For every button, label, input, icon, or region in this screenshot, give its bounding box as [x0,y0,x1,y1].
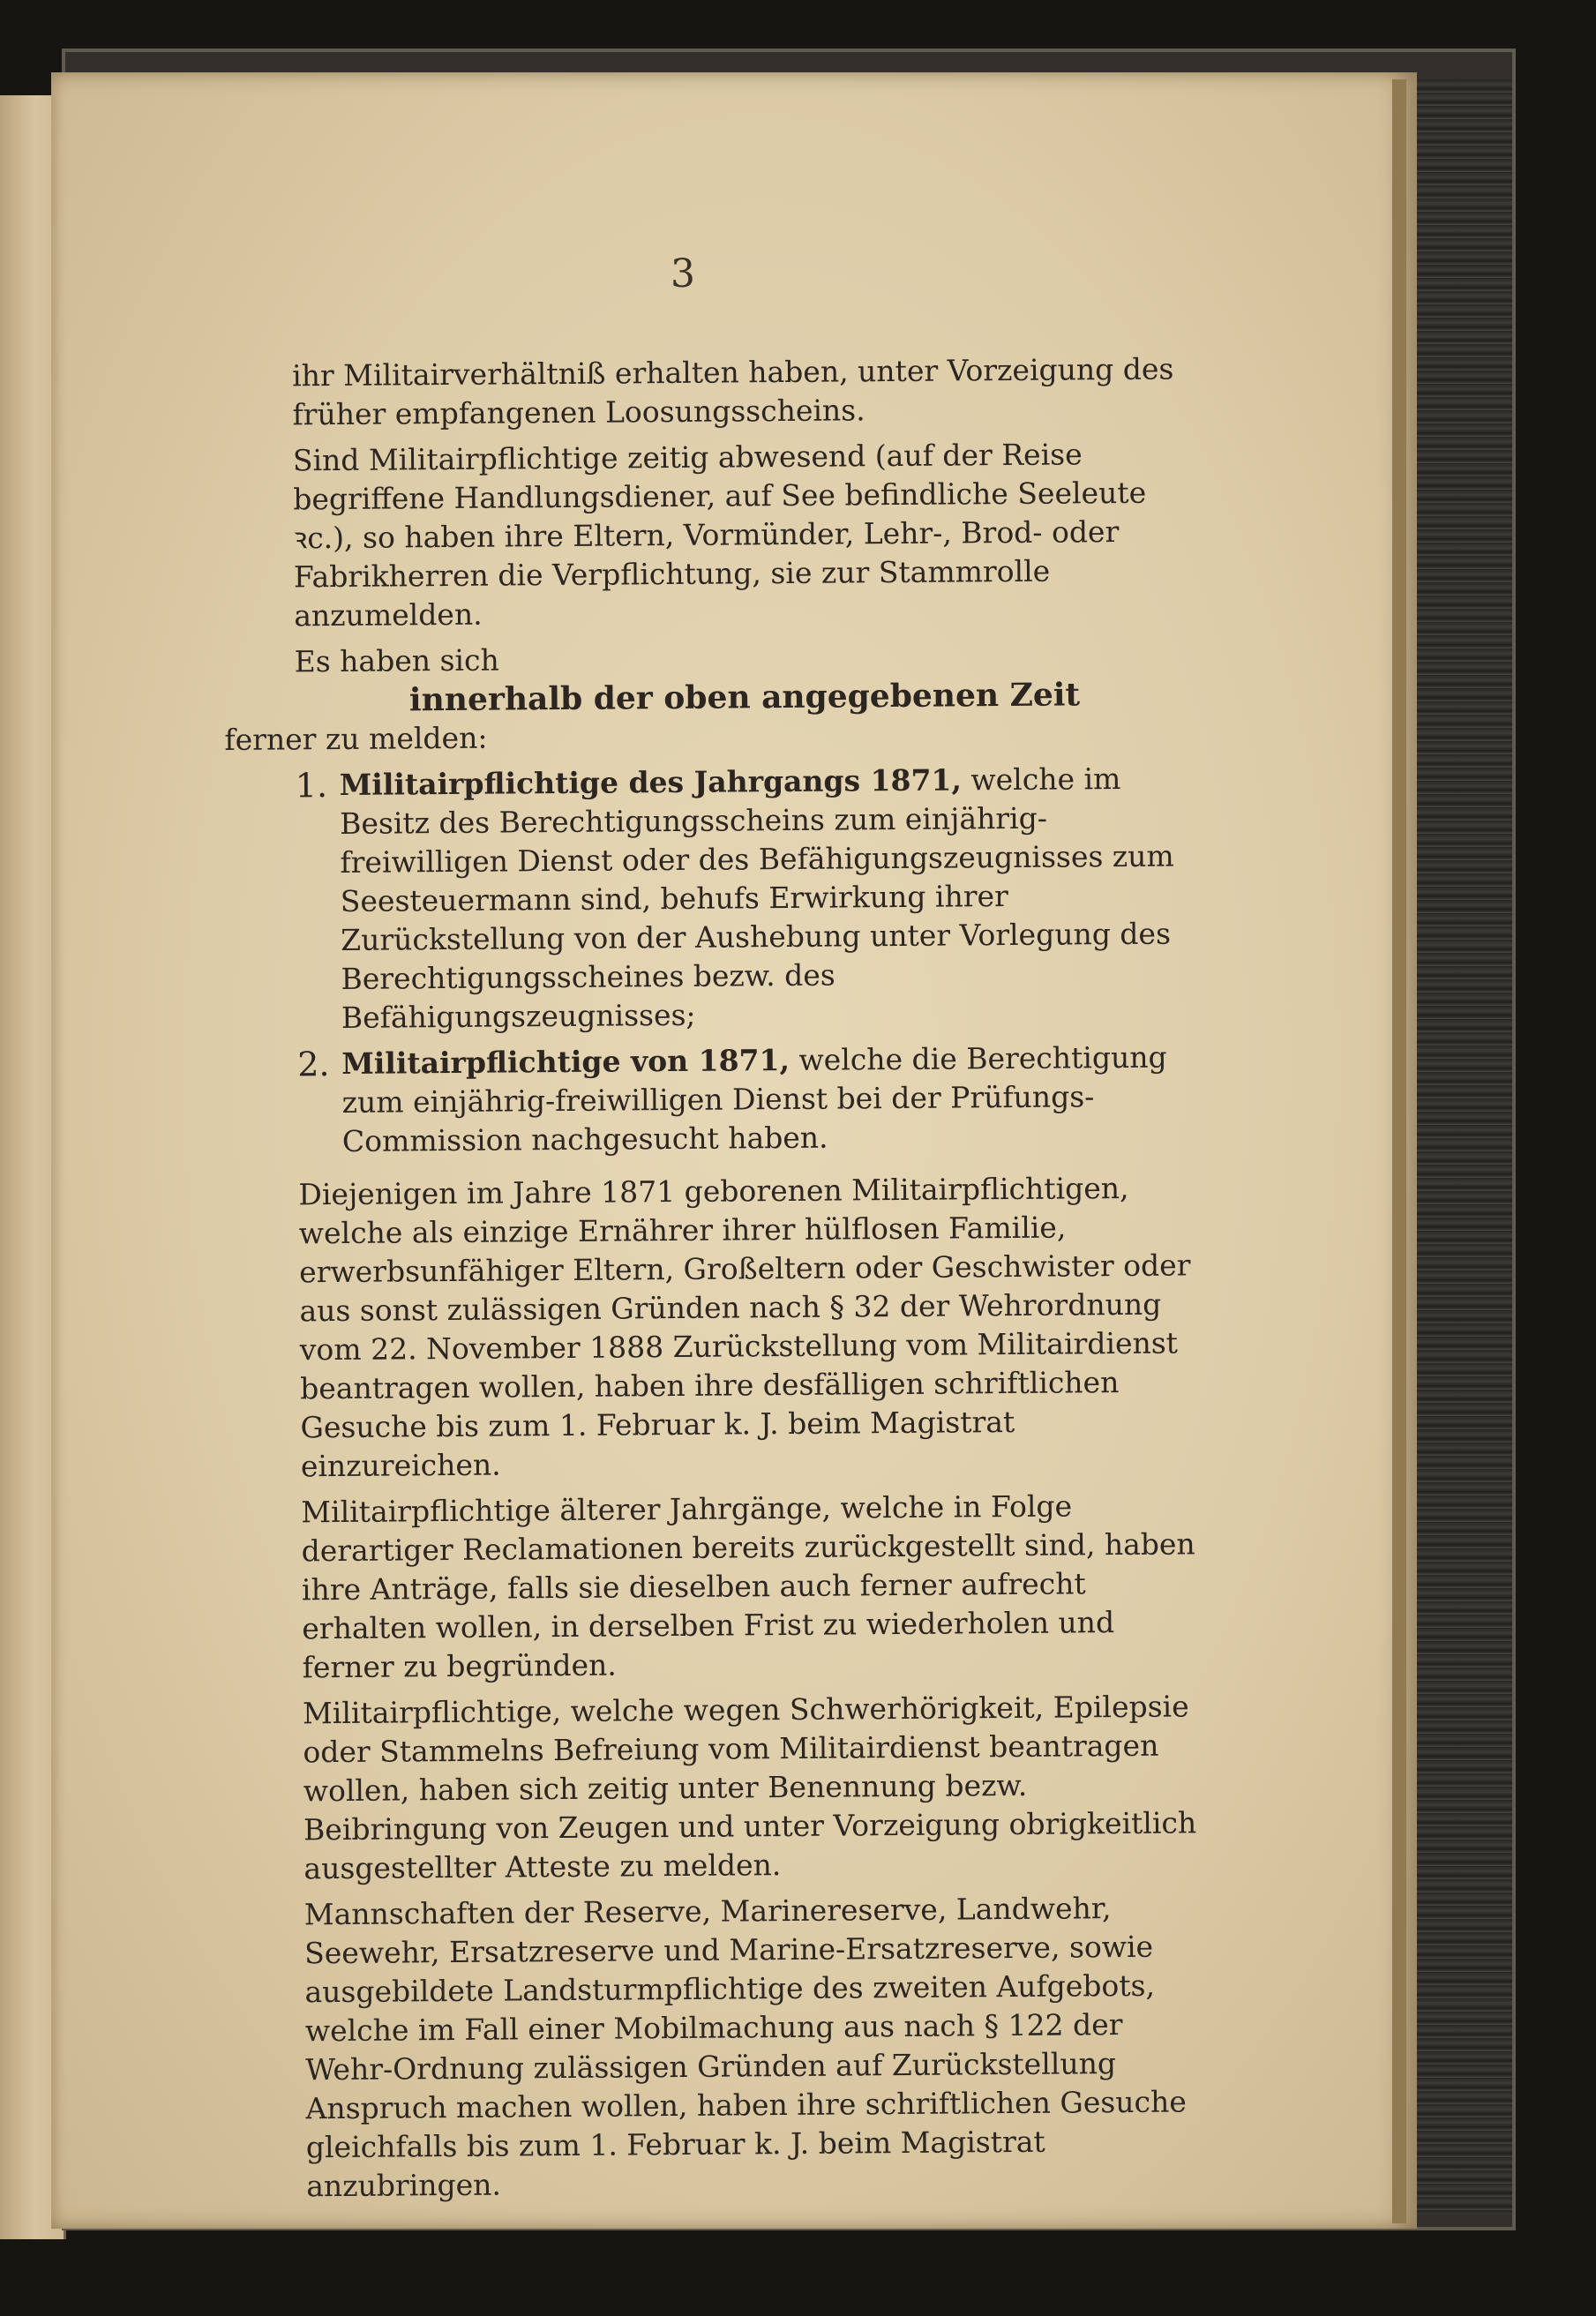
list-item-1 [225,759,1197,1038]
health-paragraph: Militairpflichtige, welche wegen Schwerhörigkeit, Epilepsie oder Stammelns Befreiung vom Militairdienst beantragen wollen, haben sich zeitig unter Benennung bezw. Beibringung von Zeugen und unter Vorzeigung obrigkeitlich ausgestellter Atteste zu melden. [302,1689,1197,1886]
intro-start: Es haben sich [294,642,499,679]
page-fore-edge [1392,79,1406,2223]
list-number: 2. [297,1045,330,1084]
list-item-2 [227,1038,1198,1162]
page-text [221,239,1206,2207]
family-paragraph: Diejenigen im Jahre 1871 geborenen Militairpflichtigen, welche als einzige Ernährer ihrer hülflosen Familie, erwerbsunfähiger Eltern, Großeltern oder Geschwister oder aus sonst zulässigen Gründen nach § 32 der Wehrordnung vom 22. November 1888 Zurückstellung vom Militairdienst beantragen wollen, haben ihre desfälligen schriftlichen Gesuche bis zum 1. Februar k. J. beim Magistrat einzureichen. [298,1170,1191,1484]
list-lead: Militairpflichtige von 1871, [341,1042,791,1081]
list-text: welche die Berechtigung zum einjährig-freiwilligen Dienst bei der Prüfungs-Commission nachgesucht haben. [341,1039,1167,1158]
reserve-paragraph: Mannschaften der Reserve, Marinereserve, Landwehr, Seewehr, Ersatzreserve und Marine-Ersatzreserve, sowie ausgebildete Landsturmpflichtige des zweiten Aufgebots, welche im Fall einer Mobilmachung aus nach § 122 der Wehr-Ordnung zulässigen Gründen auf Zurückstellung Anspruch machen wollen, haben ihre schriftlichen Gesuche gleichfalls bis zum 1. Februar k. J. beim Magistrat anzubringen. [303,1891,1187,2204]
older-years-paragraph: Militairpflichtige älterer Jahrgänge, welche in Folge derartiger Reclamationen bereits zurückgestellt sind, haben ihre Anträge, falls sie dieselben auch ferner aufrecht erhalten wollen, in derselben Frist zu wiederholen und ferner zu begründen. [301,1488,1195,1685]
intro-end: ferner zu melden: [224,720,488,757]
page-number: 3 [671,251,695,296]
list-number: 1. [295,766,328,806]
absent-paragraph: Sind Militairpflichtige zeitig abwesend (auf der Reise begriffene Handlungsdiener, auf See befindliche Seeleute ꝛc.), so haben ihre Eltern, Vormünder, Lehr-, Brod- oder Fabrikherren die Verpflichtung, sie zur Stammrolle anzumelden. [292,437,1147,633]
continuation-paragraph: ihr Militairverhältniß erhalten haben, unter Vorzeigung des früher empfangenen Loosungsscheins. [291,351,1174,432]
list-lead: Militairpflichtige des Jahrgangs 1871, [339,762,963,802]
list-text: welche im Besitz des Berechtigungsscheins zum einjährig-freiwilligen Dienst oder des Befähigungszeugnisses zum Seesteuermann sind, behufs Erwirkung ihrer Zurückstellung von der Aushebung unter Vorlegung des Berechtigungsscheines bezw. des Befähigungszeugnisses; [339,761,1174,1035]
intro-heading: innerhalb der oben angegebenen Zeit [408,676,1081,719]
